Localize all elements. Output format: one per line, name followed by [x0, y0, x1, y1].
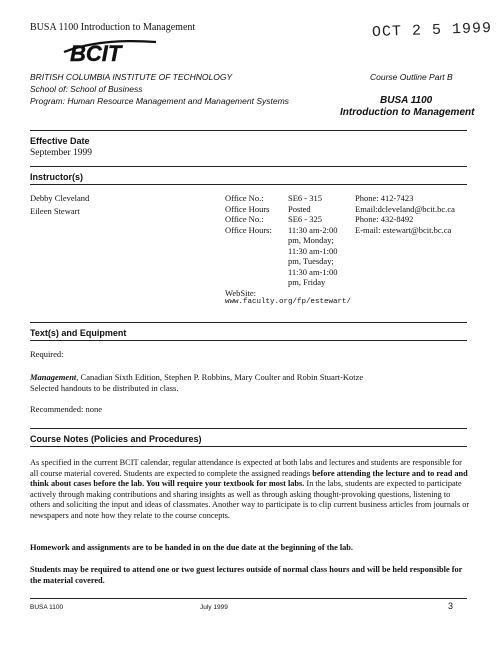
email-link[interactable]: Email:dcleveland@bcit.bc.ca: [355, 203, 455, 214]
paragraph-text: As specified in the current BCIT calendar, regular attendance is expected at both labs and lectures and students are responsible for all course material covered. Students are expected to complete the assigned readings: [30, 458, 462, 478]
contact-values: [355, 193, 455, 235]
office-no-value: SE6 - 325: [288, 214, 322, 224]
paragraph-emphasis: before attending the lecture and to read and think about cases before the lab. You will require your textbook for most labs.: [30, 468, 468, 488]
course-notes-label: Course Notes (Policies and Procedures): [30, 434, 202, 444]
email-link[interactable]: E-mail: estewart@bcit.bc.ca: [355, 224, 452, 235]
effective-date-value: September 1999: [30, 148, 93, 158]
textbook-line: [30, 372, 470, 383]
course-title: Introduction to Management: [340, 107, 475, 118]
attendance-paragraph: [30, 458, 470, 521]
footer-date: July 1999: [200, 604, 228, 611]
divider: [30, 130, 467, 131]
website-label: WebSite:: [225, 288, 256, 298]
office-hours-label: Office Hours: [225, 203, 270, 214]
course-code: BUSA 1100: [380, 95, 433, 106]
school-line: School of: School of Business: [30, 84, 143, 94]
received-date-stamp: OCT 2 5 1999: [371, 19, 493, 42]
phone: Phone: 432-8492: [355, 214, 414, 224]
handouts-note: Selected handouts to be distributed in class.: [30, 383, 179, 393]
office-hours-line: pm, Monday;: [288, 235, 334, 245]
divider: [30, 322, 467, 323]
texts-label: Text(s) and Equipment: [30, 328, 127, 338]
divider: [30, 428, 467, 429]
guest-lecture-paragraph: Students may be required to attend one or two guest lectures outside of normal class hours and will be held responsible for the material covered.: [30, 565, 463, 585]
office-hours-line: 11:30 am-1:00: [288, 245, 338, 256]
office-no-value: SE6 - 315: [288, 193, 322, 203]
recommended-line: Recommended: none: [30, 404, 102, 414]
outline-part: Course Outline Part B: [370, 72, 453, 82]
divider: [30, 184, 467, 185]
office-labels: [225, 193, 272, 235]
instructor-name: Eileen Stewart: [30, 206, 80, 216]
website-link[interactable]: www.faculty.org/fp/estewart/: [225, 298, 352, 306]
office-hours-line: 11:30 am-2:00: [288, 224, 338, 235]
office-values: [288, 193, 350, 288]
office-hours-label: Office Hours:: [225, 224, 272, 235]
page-number: 3: [448, 601, 454, 611]
divider: [30, 340, 467, 341]
office-no-label: Office No.:: [225, 214, 264, 224]
bcit-logo-text: BCIT: [70, 41, 122, 64]
textbook-details: , Canadian Sixth Edition, Stephen P. Robbins, Mary Coulter and Robin Stuart-Kotze: [76, 372, 364, 382]
office-hours-line: pm, Friday: [288, 277, 326, 287]
footer-course-code: BUSA 1100: [30, 604, 64, 611]
office-hours-value: Posted: [288, 203, 311, 214]
office-no-label: Office No.:: [225, 193, 264, 203]
instructor-name: Debby Cleveland: [30, 193, 90, 203]
footer-divider: [30, 598, 467, 599]
divider: [30, 446, 467, 447]
program-line: Program: Human Resource Management and Management Systems: [30, 96, 289, 106]
homework-paragraph: Homework and assignments are to be handed in on the due date at the beginning of the lab.: [30, 543, 353, 552]
textbook-entry: [30, 372, 470, 394]
effective-date-label: Effective Date: [30, 136, 90, 146]
office-hours-line: 11:30 am-1:00: [288, 266, 338, 277]
phone: Phone: 412-7423: [355, 193, 414, 203]
instructors-label: Instructor(s): [30, 172, 84, 182]
required-label: Required:: [30, 349, 64, 359]
divider: [30, 166, 467, 167]
textbook-title: Management: [30, 372, 77, 382]
bcit-logo: [60, 36, 160, 64]
institute-name: BRITISH COLUMBIA INSTITUTE OF TECHNOLOGY: [30, 72, 233, 82]
paragraph-text: In the labs, students are expected to participate actively through making contributions and sharing insights as well as through asking thought-provoking questions, listening to others and soliciting the input and ideas of classmates. Another way to participate is to clip current business articles from journals or newspapers and note how they relate to the course concepts.: [30, 479, 470, 520]
course-header: BUSA 1100 Introduction to Management: [30, 22, 196, 33]
office-hours-line: pm, Tuesday;: [288, 256, 334, 266]
